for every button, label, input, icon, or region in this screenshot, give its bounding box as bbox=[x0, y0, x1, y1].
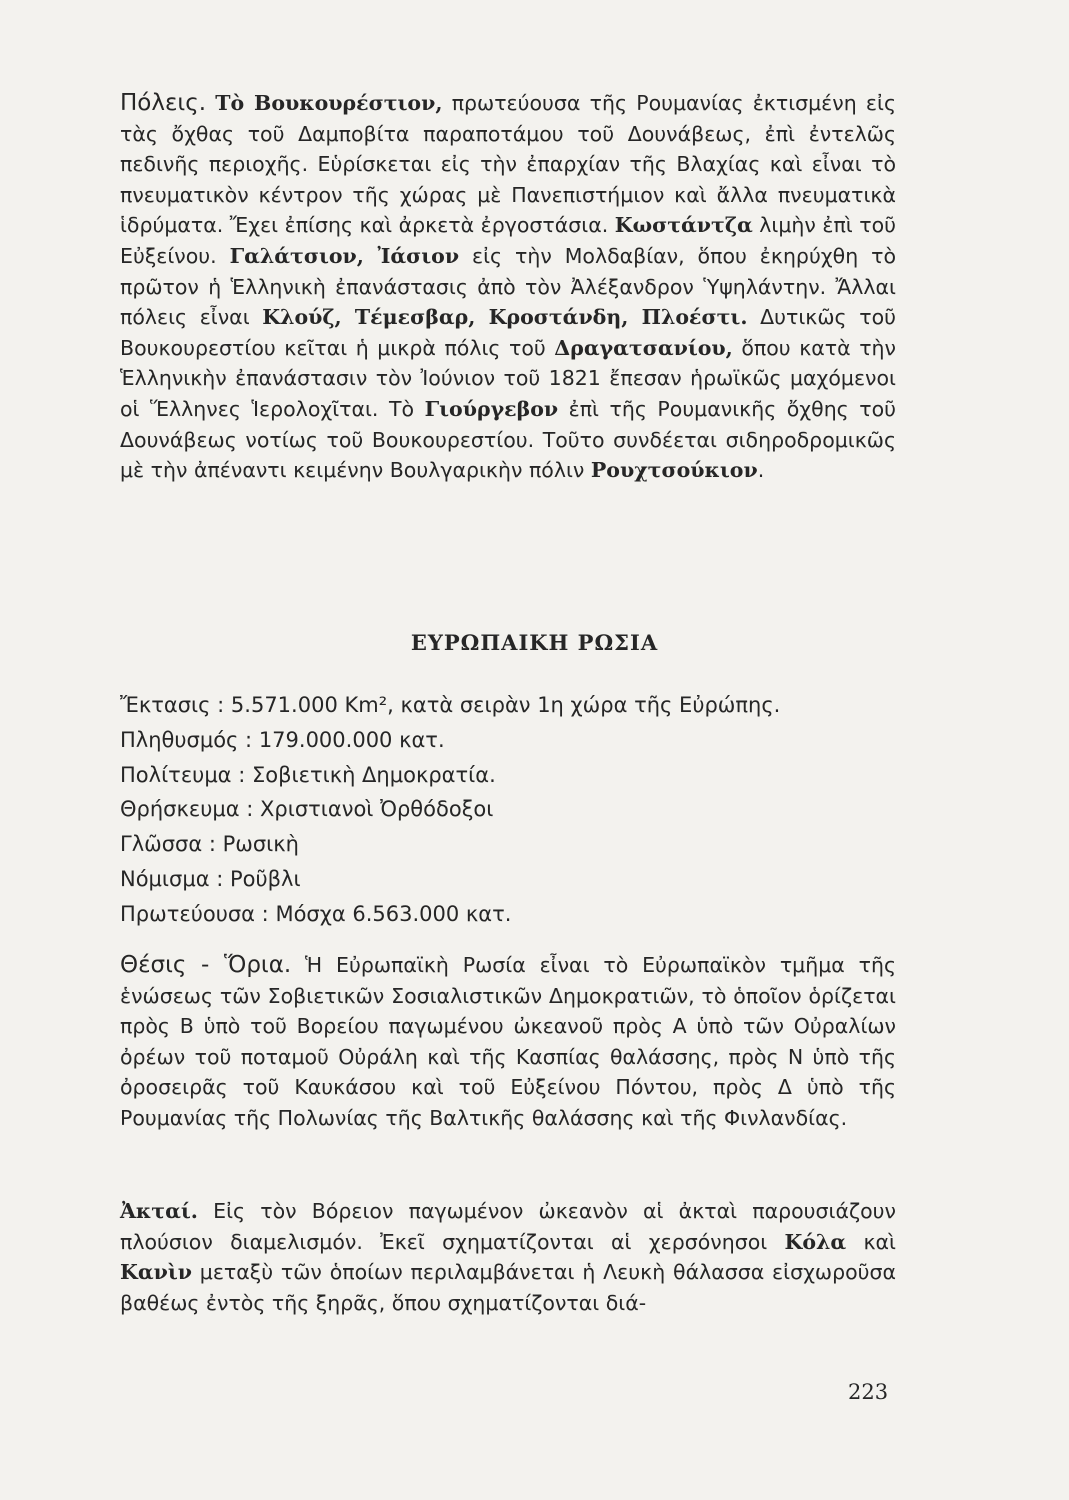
text-segment: καὶ bbox=[846, 1229, 896, 1254]
text-segment: πρωτεύουσα τῆς Ρουμανίας ἐκτισμένη εἰς τὰς ὄχθας τοῦ Δαμποβίτα παραποτάμου τοῦ Δουνάβεως, ἐπὶ ἐντελῶς πεδινῆς περιοχῆς. Εὑρίσκεται εἰς τὴν ἐπαρχίαν τῆς Βλαχίας καὶ εἶναι τὸ πνευματικὸν κέντρον τῆς χώρας μὲ Πανεπιστήμιον καὶ ἄλλα πνευματικὰ ἱδρύματα. Ἔχει ἐπίσης καὶ ἀρκετὰ ἐργοστάσια. bbox=[120, 91, 896, 238]
city-bucharest: Τὸ Βουκουρέστιον, bbox=[215, 91, 443, 115]
fact-label: Θρήσκευμα : bbox=[120, 797, 254, 822]
fact-value: 179.000.000 κατ. bbox=[258, 727, 445, 752]
section-lead-coasts: Ἀκταί. bbox=[120, 1199, 198, 1223]
text-segment: Δυτικῶς τοῦ Βουκουρεστίου κεῖται ἡ μικρὰ πόλις τοῦ bbox=[120, 305, 896, 360]
text-segment: Εἰς τὸν Βόρειον παγωμένον ὠκεανὸν αἱ ἀκταὶ παρουσιάζουν πλούσιον διαμελισμόν. Ἐκεῖ σχηματίζονται αἱ χερσόνησοι bbox=[120, 1199, 896, 1254]
city-constanta: Κωστάντζα bbox=[614, 213, 753, 238]
city-others: Κλούζ, Τέμεσβαρ, Κροστάνδη, Πλοέστι. bbox=[262, 305, 748, 330]
fact-government bbox=[120, 758, 780, 793]
text-segment: ἐπὶ τῆς Ρουμανικῆς ὄχθης τοῦ Δουνάβεως νοτίως τοῦ Βουκουρεστίου. Τοῦτο συνδέεται σιδηροδρομικῶς μὲ τὴν ἀπέναντι κειμένην Βουλγαρικὴν πόλιν bbox=[120, 396, 896, 483]
fact-value: Μόσχα 6.563.000 κατ. bbox=[275, 901, 512, 926]
fact-label: Γλῶσσα : bbox=[120, 832, 216, 857]
paragraph-borders bbox=[120, 950, 896, 1134]
page-number: 223 bbox=[848, 1380, 889, 1404]
city-galati-iasi: Γαλάτσιον, Ἰάσιον bbox=[229, 243, 460, 268]
fact-label: Πληθυσμός : bbox=[120, 727, 253, 752]
city-giurgiu: Γιούργεβον bbox=[424, 396, 559, 421]
text-segment: εἰς τὴν Μολδαβίαν, ὅπου ἐκηρύχθη τὸ πρῶτον ἡ Ἑλληνικὴ ἐπανάστασις ἀπὸ τὸν Ἀλέξανδρον Ὑψηλάντην. Ἄλλαι πόλεις εἶναι bbox=[120, 243, 897, 330]
fact-value: Χριστιανοὶ Ὀρθόδοξοι bbox=[260, 797, 494, 822]
fact-value: Σοβιετικὴ Δημοκρατία. bbox=[251, 762, 496, 787]
fact-label: Πολίτευμα : bbox=[120, 762, 246, 787]
fact-area bbox=[120, 688, 780, 723]
fact-list bbox=[120, 688, 780, 932]
text-segment: . bbox=[757, 458, 765, 483]
peninsula-kanin: Κανὶν bbox=[120, 1260, 192, 1285]
section-lead-cities: Πόλεις. bbox=[120, 90, 207, 116]
paragraph-cities bbox=[120, 88, 896, 486]
fact-value: Ρωσικὴ bbox=[222, 832, 299, 857]
fact-label: Πρωτεύουσα : bbox=[120, 901, 269, 926]
fact-population bbox=[120, 723, 780, 758]
fact-currency bbox=[120, 862, 780, 897]
city-ruse: Ρουχτσούκιον bbox=[590, 458, 758, 483]
fact-value: 5.571.000 Km², κατὰ σειρὰν 1η χώρα τῆς Εὐρώπης. bbox=[230, 693, 781, 717]
section-lead-borders: Θέσις - Ὅρια. bbox=[120, 952, 292, 978]
fact-label: Ἔκτασις : bbox=[120, 693, 225, 717]
fact-language bbox=[120, 827, 780, 862]
text-segment: λιμὴν ἐπὶ τοῦ Εὐξείνου. bbox=[120, 213, 897, 268]
text-segment: Ἡ Εὐρωπαϊκὴ Ρωσία εἶναι τὸ Εὐρωπαϊκὸν τμῆμα τῆς ἑνώσεως τῶν Σοβιετικῶν Σοσιαλιστικῶν Δημοκρατιῶν, τὸ ὁποῖον ὁρίζεται πρὸς Β ὑπὸ τοῦ Βορείου παγωμένου ὠκεανοῦ πρὸς Α ὑπὸ τῶν Οὐραλίων ὀρέων τοῦ ποταμοῦ Οὐράλη καὶ τῆς Κασπίας θαλάσσης, πρὸς Ν ὑπὸ τῆς ὀροσειρᾶς τοῦ Καυκάσου καὶ τοῦ Εὐξείνου Πόντου, πρὸς Δ ὑπὸ τῆς Ρουμανίας τῆς Πολωνίας τῆς Βαλτικῆς θαλάσσης καὶ τῆς Φινλανδίας. bbox=[120, 953, 896, 1130]
fact-capital bbox=[120, 897, 780, 932]
paragraph-coasts bbox=[120, 1196, 896, 1318]
fact-religion bbox=[120, 792, 780, 827]
peninsula-kola: Κόλα bbox=[784, 1229, 847, 1254]
city-dragasani: Δραγατσανίου, bbox=[554, 335, 733, 360]
text-segment: ὅπου κατὰ τὴν Ἑλληνικὴν ἐπανάστασιν τὸν Ἰούνιον τοῦ 1821 ἔπεσαν ἡρωϊκῶς μαχόμενοι οἱ Ἕλληνες Ἱερολοχῖται. Τὸ bbox=[120, 335, 896, 421]
fact-value: Ροῦβλι bbox=[229, 866, 301, 891]
text-segment: μεταξὺ τῶν ὁποίων περιλαμβάνεται ἡ Λευκὴ θάλασσα εἰσχωροῦσα βαθέως ἐντὸς τῆς ξηρᾶς, ὅπου σχηματίζονται διά- bbox=[120, 1260, 896, 1315]
fact-label: Νόμισμα : bbox=[120, 866, 224, 891]
section-heading: ΕΥΡΩΠΑΙΚΗ ΡΩΣΙΑ bbox=[410, 630, 659, 655]
